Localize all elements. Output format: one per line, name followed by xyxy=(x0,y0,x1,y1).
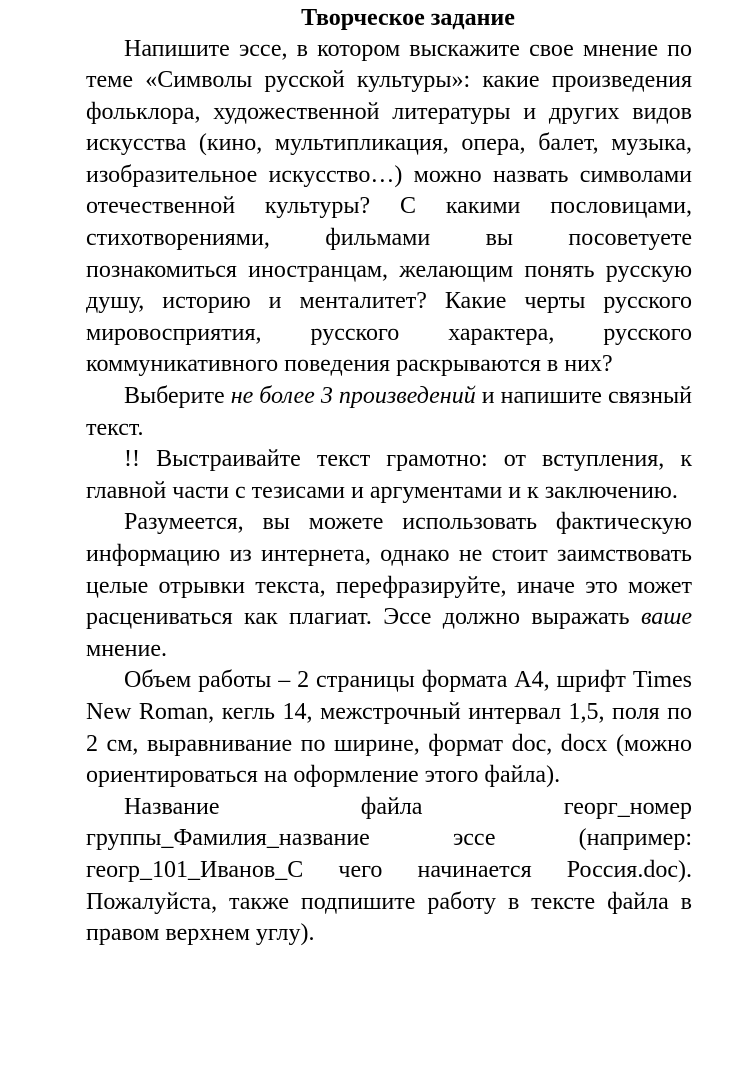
paragraph-plagiarism-note xyxy=(86,507,692,665)
paragraph-plagiarism-start: Разумеется, вы можете использовать фактическую информацию из интернета, однако не стоит заимствовать целые отрывки текста, перефразируйте, иначе это может расцениваться как плагиат. Эссе должно выражать xyxy=(86,509,692,631)
document-title: Творческое задание xyxy=(301,5,515,31)
paragraph-file-naming: Название файла георг_номер группы_Фамилия_название эссе (например: геогр_101_Иванов_С чего начинается Россия.doc). Пожалуйста, также подпишите работу в тексте файла в правом верхнем углу). xyxy=(86,793,692,947)
paragraph-choose-works-start: Выберите xyxy=(124,383,231,410)
paragraph-plagiarism-emphasis: ваше xyxy=(640,604,692,631)
document-body xyxy=(86,34,692,950)
paragraph-choose-works-end: и напишите связный текст. xyxy=(86,383,692,441)
paragraph-choose-works-emphasis: не более 3 произведений xyxy=(230,383,476,410)
paragraph-choose-works xyxy=(86,381,692,444)
paragraph-structure-note: !! Выстраивайте текст грамотно: от вступления, к главной части с тезисами и аргументами и к заключению. xyxy=(86,446,692,504)
paragraph-task-description: Напишите эссе, в котором выскажите свое мнение по теме «Символы русской культуры»: какие произведения фольклора, художественной литературы и других видов искусства (кино, мультипликация, опера, балет, музыка, изобразительное искусство…) можно назвать символами отечественной культуры? С какими пословицами, стихотворениями, фильмами вы посоветуете познакомиться иностранцам, желающим понять русскую душу, историю и менталитет? Какие черты русского мировосприятия, русского характера, русского коммуникативного поведения раскрываются в них? xyxy=(86,35,692,378)
paragraph-format-requirements: Объем работы – 2 страницы формата А4, шрифт Times New Roman, кегль 14, межстрочный интервал 1,5, поля по 2 см, выравнивание по ширине, формат doc, docx (можно ориентироваться на оформление этого файла). xyxy=(86,667,692,789)
paragraph-plagiarism-end: мнение. xyxy=(86,635,168,662)
